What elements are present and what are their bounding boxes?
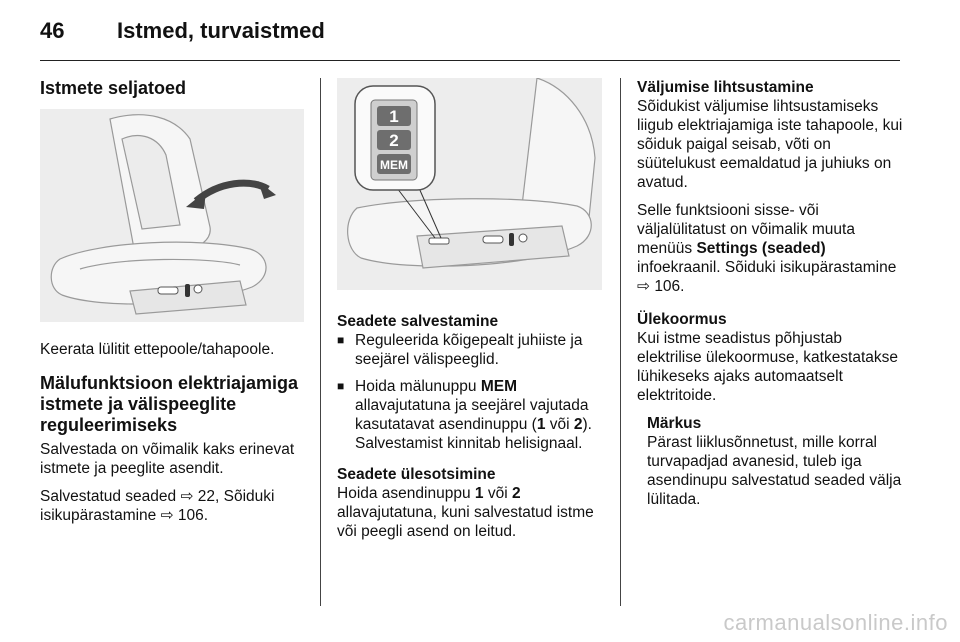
easy-exit-heading: Väljumise lihtsustamine — [637, 79, 814, 96]
save-steps-list — [337, 331, 603, 453]
memory-function-text: Salvestada on võimalik kaks erinevat istmete ja peeglite asendit. — [40, 441, 295, 477]
svg-text:2: 2 — [389, 131, 399, 150]
note-text: Pärast liiklusõnnetust, mille korral turvapadjad avanesid, tuleb iga asendinupu salvestatud seaded välja lülitada. — [647, 434, 902, 508]
easy-exit-text: Sõidukist väljumise lihtsustamiseks liigub elektriajamiga iste tahapoole, kui sõiduk paigal seisab, võti on süütelukust eemaldatud ja juhiuks on avatud. — [637, 98, 903, 191]
memory-button-2 — [377, 130, 411, 150]
settings-menu-text: Selle funktsiooni sisse- või väljalülitatust on võimalik muuta menüüs Settings (seaded) infoekraanil. Sõiduki isikupärastamine ⇨ 106. — [637, 202, 897, 295]
list-item: ■ Hoida mälunuppu MEM allavajutatuna ja seejärel vajutada kasutatavat asendinuppu (1 või 2). Salvestamist kinnitab helisignaal. — [337, 377, 603, 453]
header-rule — [40, 60, 900, 61]
rotate-caption: Keerata lülitit ettepoole/tahapoole. — [40, 341, 275, 358]
ref-arrow-icon: ⇨ — [180, 488, 194, 505]
memory-buttons-illustration — [337, 78, 602, 290]
note-heading: Märkus — [647, 415, 702, 432]
page-number: 46 — [40, 18, 65, 43]
seat-drawing — [51, 115, 266, 314]
overload-heading: Ülekoormus — [637, 311, 727, 328]
section-title-backrests: Istmete seljatoed — [40, 78, 187, 98]
column-2 — [337, 78, 603, 550]
overload-text: Kui istme seadistus põhjustab elektrilise ülekoormuse, katkestatakse lühikeseks ajaks automaatselt elektritoide. — [637, 330, 899, 404]
memory-button-mem — [377, 154, 411, 174]
column-1 — [40, 78, 305, 534]
watermark: carmanualsonline.info — [723, 610, 948, 635]
ref-arrow-icon: ⇨ — [637, 278, 650, 295]
recall-settings-heading: Seadete ülesotsimine — [337, 466, 496, 483]
column-3 — [637, 78, 905, 518]
svg-text:1: 1 — [389, 107, 399, 126]
list-item: ■ Reguleerida kõigepealt juhiiste ja seejärel välispeeglid. — [337, 331, 603, 369]
saved-settings-ref: Salvestatud seaded ⇨ 22, Sõiduki isikupärastamine ⇨ 106. — [40, 488, 275, 524]
page-title: Istmed, turvaistmed — [117, 18, 325, 43]
memory-button-1 — [377, 106, 411, 126]
svg-text:MEM: MEM — [380, 158, 408, 172]
column-divider-2 — [620, 78, 621, 606]
ref-arrow-icon: ⇨ — [160, 507, 174, 524]
save-settings-heading: Seadete salvestamine — [337, 313, 499, 330]
seat-backrest-illustration — [40, 109, 304, 322]
note-box — [647, 414, 905, 509]
recall-settings-text: Hoida asendinuppu 1 või 2 allavajutatuna, kuni salvestatud istme või peegli asend on leitud. — [337, 485, 594, 540]
column-divider-1 — [320, 78, 321, 606]
memory-function-heading: Mälufunktsioon elektriajamiga istmete ja välispeeglite reguleerimiseks — [40, 373, 299, 435]
